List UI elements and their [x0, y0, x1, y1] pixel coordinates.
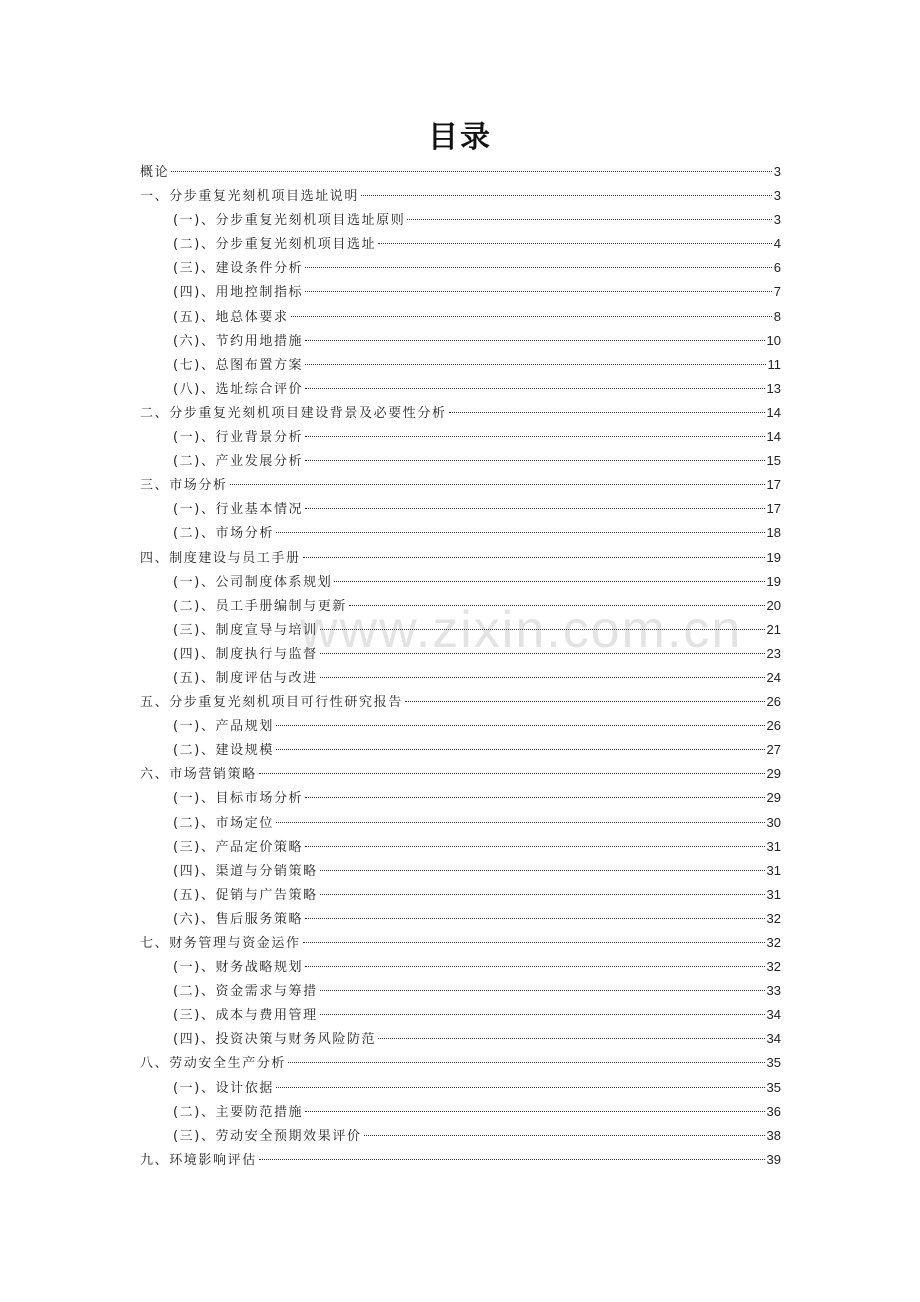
toc-page-number: 10	[766, 332, 781, 348]
toc-dot-leader	[320, 990, 765, 991]
toc-entry-label: (二)、分步重复光刻机项目选址	[173, 237, 377, 253]
toc-entry-label: (六)、售后服务策略	[173, 911, 304, 927]
toc-entry-label: 三、市场分析	[140, 478, 228, 494]
toc-dot-leader	[364, 1135, 765, 1136]
toc-page-number: 21	[766, 621, 781, 637]
toc-page-number: 31	[766, 862, 781, 878]
table-of-contents	[140, 160, 781, 1172]
toc-entry-label: (三)、产品定价策略	[173, 839, 304, 855]
toc-page-number: 32	[766, 935, 781, 950]
toc-subentry[interactable]	[140, 280, 781, 304]
toc-dot-leader	[305, 436, 764, 437]
toc-entry-label: (二)、员工手册编制与更新	[173, 598, 347, 614]
toc-entry-label: (一)、产品规划	[173, 719, 274, 735]
toc-dot-leader	[259, 1159, 765, 1160]
toc-dot-leader	[334, 581, 764, 582]
toc-dot-leader	[230, 484, 765, 485]
toc-subentry[interactable]	[140, 425, 781, 449]
toc-entry-label: 一、分步重复光刻机项目选址说明	[140, 189, 360, 205]
toc-entry-label: (一)、行业基本情况	[173, 502, 304, 518]
toc-subentry[interactable]	[140, 907, 781, 931]
toc-subentry[interactable]	[140, 714, 781, 738]
toc-page-number: 31	[766, 886, 781, 902]
toc-page-number: 14	[766, 404, 781, 420]
watermark: www.zixin.com.cn	[300, 601, 743, 659]
toc-entry-label: (八)、选址综合评价	[173, 381, 304, 397]
toc-page-number: 34	[766, 1007, 781, 1023]
toc-dot-leader	[378, 1038, 764, 1039]
toc-entry-label: (三)、建设条件分析	[173, 261, 304, 277]
toc-dot-leader	[305, 364, 765, 365]
toc-entry-label: 五、分步重复光刻机项目可行性研究报告	[140, 695, 403, 711]
toc-page-number: 4	[773, 236, 781, 252]
toc-dot-leader	[303, 942, 765, 943]
toc-subentry[interactable]	[140, 835, 781, 859]
toc-page-number: 34	[766, 1031, 781, 1047]
toc-dot-leader	[320, 629, 765, 630]
toc-dot-leader	[305, 388, 764, 389]
toc-page-number: 18	[766, 525, 781, 541]
toc-dot-leader	[378, 243, 772, 244]
toc-page-number: 6	[773, 260, 781, 276]
toc-subentry[interactable]	[140, 377, 781, 401]
toc-subentry[interactable]	[140, 666, 781, 690]
toc-entry[interactable]	[140, 931, 781, 955]
toc-dot-leader	[291, 316, 772, 317]
toc-entry-label: (一)、设计依据	[173, 1080, 274, 1096]
toc-page-number: 17	[766, 477, 781, 493]
toc-entry[interactable]	[140, 546, 781, 570]
toc-entry-label: (三)、成本与费用管理	[173, 1008, 318, 1024]
toc-entry-label: (四)、制度执行与监督	[173, 646, 318, 662]
toc-subentry[interactable]	[140, 642, 781, 666]
toc-entry-label: 八、劳动安全生产分析	[140, 1056, 287, 1072]
toc-dot-leader	[320, 1014, 765, 1015]
toc-page-number: 3	[773, 164, 781, 179]
toc-page-number: 29	[766, 790, 781, 806]
toc-entry-label: (一)、分步重复光刻机项目选址原则	[173, 213, 406, 229]
toc-entry-label: (六)、节约用地措施	[173, 333, 304, 349]
toc-subentry[interactable]	[140, 594, 781, 618]
toc-dot-leader	[305, 340, 764, 341]
toc-entry-label: (二)、市场定位	[173, 815, 274, 831]
toc-dot-leader	[276, 1087, 765, 1088]
toc-page-number: 38	[766, 1127, 781, 1143]
toc-dot-leader	[171, 171, 772, 172]
toc-subentry[interactable]	[140, 738, 781, 762]
toc-page-number: 24	[766, 669, 781, 685]
toc-entry[interactable]	[140, 401, 781, 425]
toc-entry-label: (七)、总图布置方案	[173, 357, 304, 373]
toc-page-number: 32	[766, 959, 781, 975]
toc-page-number: 39	[766, 1151, 781, 1167]
toc-dot-leader	[305, 846, 764, 847]
toc-subentry[interactable]	[140, 305, 781, 329]
toc-subentry[interactable]	[140, 449, 781, 473]
toc-dot-leader	[305, 1111, 764, 1112]
toc-page-number: 15	[766, 453, 781, 469]
toc-page-number: 13	[766, 380, 781, 396]
toc-page-number: 31	[766, 838, 781, 854]
toc-dot-leader	[276, 749, 765, 750]
toc-entry[interactable]	[140, 690, 781, 714]
toc-entry-label: 四、制度建设与员工手册	[140, 550, 301, 566]
toc-entry-label: (二)、资金需求与筹措	[173, 984, 318, 1000]
toc-page-number: 30	[766, 814, 781, 830]
toc-page-number: 17	[766, 501, 781, 517]
toc-dot-leader	[305, 918, 764, 919]
toc-dot-leader	[305, 508, 764, 509]
toc-dot-leader	[305, 797, 764, 798]
toc-dot-leader	[276, 532, 765, 533]
toc-entry-label: (二)、市场分析	[173, 526, 274, 542]
toc-entry[interactable]	[140, 1051, 781, 1075]
toc-dot-leader	[305, 966, 764, 967]
toc-entry-label: (五)、制度评估与改进	[173, 670, 318, 686]
toc-page-number: 35	[766, 1055, 781, 1071]
toc-subentry[interactable]	[140, 521, 781, 545]
page-title: 目录	[428, 120, 492, 155]
toc-subentry[interactable]	[140, 1027, 781, 1051]
toc-subentry[interactable]	[140, 256, 781, 280]
toc-entry-label: (二)、主要防范措施	[173, 1104, 304, 1120]
toc-entry-label: (二)、产业发展分析	[173, 454, 304, 470]
toc-entry[interactable]	[140, 1148, 781, 1172]
toc-dot-leader	[361, 195, 772, 196]
toc-dot-leader	[405, 701, 765, 702]
toc-entry-label: (二)、建设规模	[173, 743, 274, 759]
toc-entry-label: (一)、目标市场分析	[173, 791, 304, 807]
toc-entry[interactable]	[140, 762, 781, 786]
toc-page-number: 35	[766, 1079, 781, 1095]
toc-entry[interactable]	[140, 160, 781, 184]
toc-dot-leader	[276, 822, 765, 823]
toc-page-number: 29	[766, 766, 781, 782]
toc-page-number: 8	[773, 308, 781, 324]
toc-dot-leader	[320, 653, 765, 654]
toc-dot-leader	[349, 605, 765, 606]
toc-dot-leader	[305, 460, 764, 461]
toc-entry-label: 六、市场营销策略	[140, 767, 257, 783]
toc-entry-label: (四)、投资决策与财务风险防范	[173, 1032, 377, 1048]
toc-entry-label: (一)、行业背景分析	[173, 430, 304, 446]
toc-subentry[interactable]	[140, 497, 781, 521]
toc-entry[interactable]	[140, 473, 781, 497]
toc-dot-leader	[288, 1062, 765, 1063]
toc-subentry[interactable]	[140, 1003, 781, 1027]
toc-entry-label: (一)、财务战略规划	[173, 960, 304, 976]
toc-entry-label: (三)、劳动安全预期效果评价	[173, 1128, 362, 1144]
toc-dot-leader	[276, 725, 765, 726]
toc-dot-leader	[320, 870, 765, 871]
toc-subentry[interactable]	[140, 979, 781, 1003]
toc-page-number: 23	[766, 645, 781, 661]
toc-entry-label: (五)、促销与广告策略	[173, 887, 318, 903]
toc-entry-label: 九、环境影响评估	[140, 1152, 257, 1168]
toc-subentry[interactable]	[140, 1076, 781, 1100]
toc-entry-label: (一)、公司制度体系规划	[173, 574, 333, 590]
toc-page-number: 11	[767, 356, 781, 372]
toc-page-number: 14	[766, 429, 781, 445]
toc-entry-label: (四)、用地控制指标	[173, 285, 304, 301]
toc-page-number: 3	[773, 188, 781, 204]
toc-entry-label: 概论	[140, 165, 170, 180]
toc-subentry[interactable]	[140, 232, 781, 256]
toc-subentry[interactable]	[140, 329, 781, 353]
toc-subentry[interactable]	[140, 618, 781, 642]
toc-page-number: 32	[766, 910, 781, 926]
toc-page-number: 27	[766, 742, 781, 758]
toc-subentry[interactable]	[140, 811, 781, 835]
toc-page-number: 26	[766, 718, 781, 734]
toc-dot-leader	[449, 412, 765, 413]
toc-entry-label: 二、分步重复光刻机项目建设背景及必要性分析	[140, 405, 447, 421]
toc-dot-leader	[303, 557, 765, 558]
toc-dot-leader	[305, 291, 772, 292]
toc-dot-leader	[320, 677, 765, 678]
toc-entry-label: 七、财务管理与资金运作	[140, 936, 301, 951]
toc-page-number: 3	[773, 212, 781, 228]
toc-subentry[interactable]	[140, 859, 781, 883]
toc-subentry[interactable]	[140, 955, 781, 979]
toc-dot-leader	[320, 894, 765, 895]
toc-page-number: 7	[773, 284, 781, 300]
toc-subentry[interactable]	[140, 1124, 781, 1148]
toc-page-number: 19	[766, 549, 781, 565]
toc-subentry[interactable]	[140, 208, 781, 232]
toc-subentry[interactable]	[140, 353, 781, 377]
toc-entry-label: (四)、渠道与分销策略	[173, 863, 318, 879]
toc-subentry[interactable]	[140, 883, 781, 907]
toc-subentry[interactable]	[140, 786, 781, 810]
toc-page-number: 20	[766, 597, 781, 613]
toc-page-number: 26	[766, 694, 781, 710]
toc-entry-label: (五)、地总体要求	[173, 309, 289, 325]
toc-page-number: 19	[766, 573, 781, 589]
toc-entry-label: (三)、制度宣导与培训	[173, 622, 318, 638]
toc-entry[interactable]	[140, 184, 781, 208]
toc-dot-leader	[259, 773, 765, 774]
toc-dot-leader	[407, 219, 771, 220]
toc-subentry[interactable]	[140, 570, 781, 594]
toc-dot-leader	[305, 267, 772, 268]
toc-page-number: 33	[766, 983, 781, 999]
toc-page-number: 36	[766, 1103, 781, 1119]
toc-subentry[interactable]	[140, 1100, 781, 1124]
